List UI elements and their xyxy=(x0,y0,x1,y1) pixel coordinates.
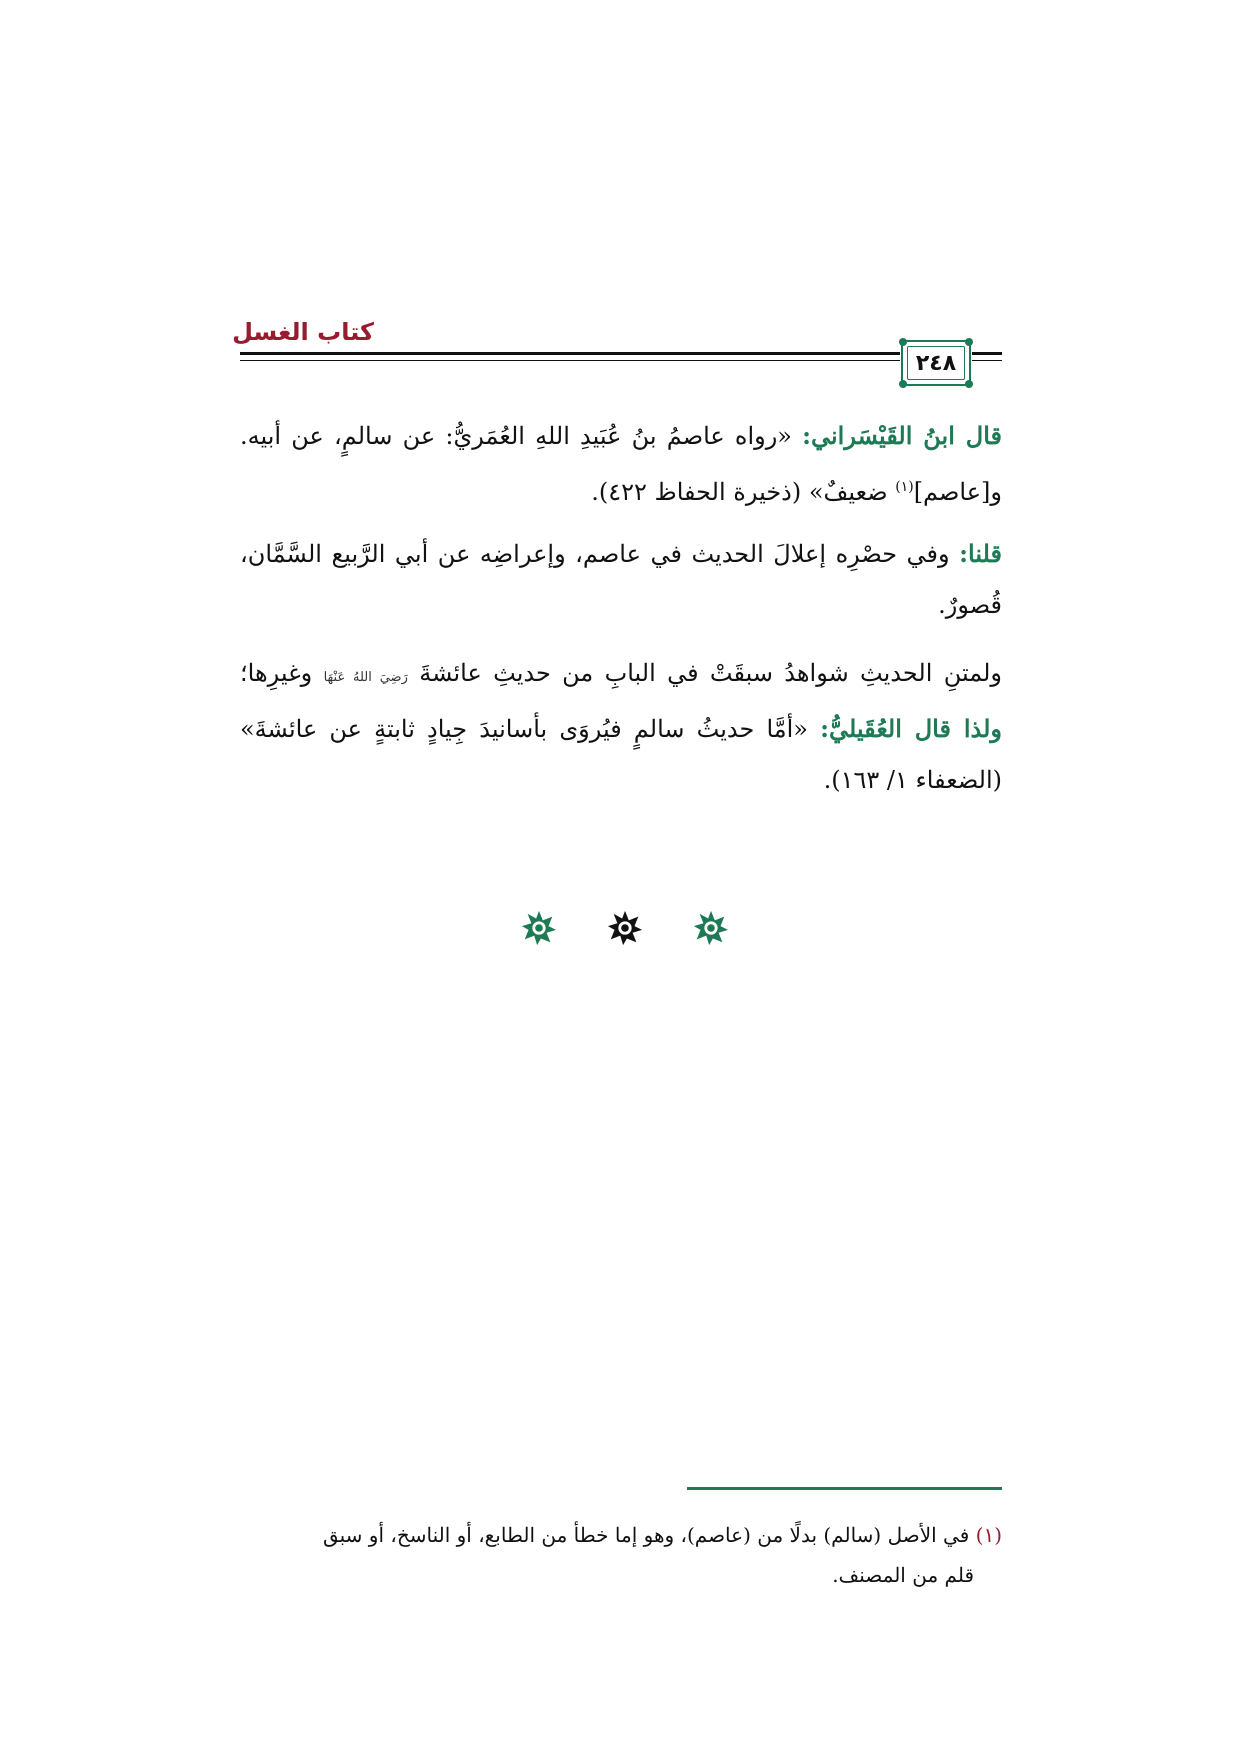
flower-ornament-icon xyxy=(692,909,730,947)
honorific-glyph: رَضِيَ اللهُ عَنْهَا xyxy=(323,670,408,685)
footnote-1-number: (١) xyxy=(975,1523,1002,1547)
header-rule-right-top xyxy=(972,352,1002,355)
paragraph-3-text-mid: وغيرِها؛ xyxy=(240,659,324,687)
flower-ornament-icon xyxy=(606,909,644,947)
footnote-1 xyxy=(240,1515,1002,1595)
paragraph-2-text: وفي حصْرِه إعلالَ الحديث في عاصم، وإعراضِه عن أبي الرَّبيع السَّمَّان، قُصورٌ. xyxy=(240,540,1002,619)
paragraph-1-text: «رواه عاصمُ بنُ عُبَيدِ اللهِ العُمَريُّ: عن سالمٍ، عن أبيه. و[عاصم] xyxy=(240,422,1002,506)
page-number-badge xyxy=(901,340,971,386)
paragraph-3 xyxy=(240,648,1002,806)
paragraph-2 xyxy=(240,528,1002,631)
header-rule-bottom xyxy=(240,360,900,361)
paragraph-3-text: «أمَّا حديثُ سالمٍ فيُروَى بأسانيدَ جِيادٍ ثابتةٍ عن عائشةَ» (الضعفاء ١/ ١٦٣). xyxy=(240,715,1002,794)
footnote-1-line-1: في الأصل (سالم) بدلًا من (عاصم)، وهو إما خطأ من الطابع، أو الناسخ، أو سبق xyxy=(322,1523,976,1547)
chapter-title: كتاب الغسل xyxy=(232,318,374,346)
section-divider xyxy=(520,908,730,948)
flower-ornament-icon xyxy=(520,909,558,947)
paragraph-2-lead: قلنا: xyxy=(959,539,1002,568)
paragraph-1-text-after: ضعيفٌ» (ذخيرة الحفاظ ٤٢٢). xyxy=(591,478,896,506)
header-rule-top xyxy=(240,352,900,355)
paragraph-3-lead: ولذا قال العُقَيليُّ: xyxy=(820,714,1002,743)
page-number: ٢٤٨ xyxy=(915,350,957,376)
footnote-1-line-2: قلم من المصنف. xyxy=(832,1563,974,1587)
paragraph-3-text-before: ولمتنِ الحديثِ شواهدُ سبقَتْ في البابِ من حديثِ عائشةَ xyxy=(407,659,1002,687)
paragraph-1 xyxy=(240,410,1002,518)
header-rule-right-bottom xyxy=(972,360,1002,361)
footnote-rule xyxy=(687,1487,1002,1490)
paragraph-1-lead: قال ابنُ القَيْسَراني: xyxy=(802,421,1002,450)
footnote-ref-1: (١) xyxy=(895,479,914,495)
